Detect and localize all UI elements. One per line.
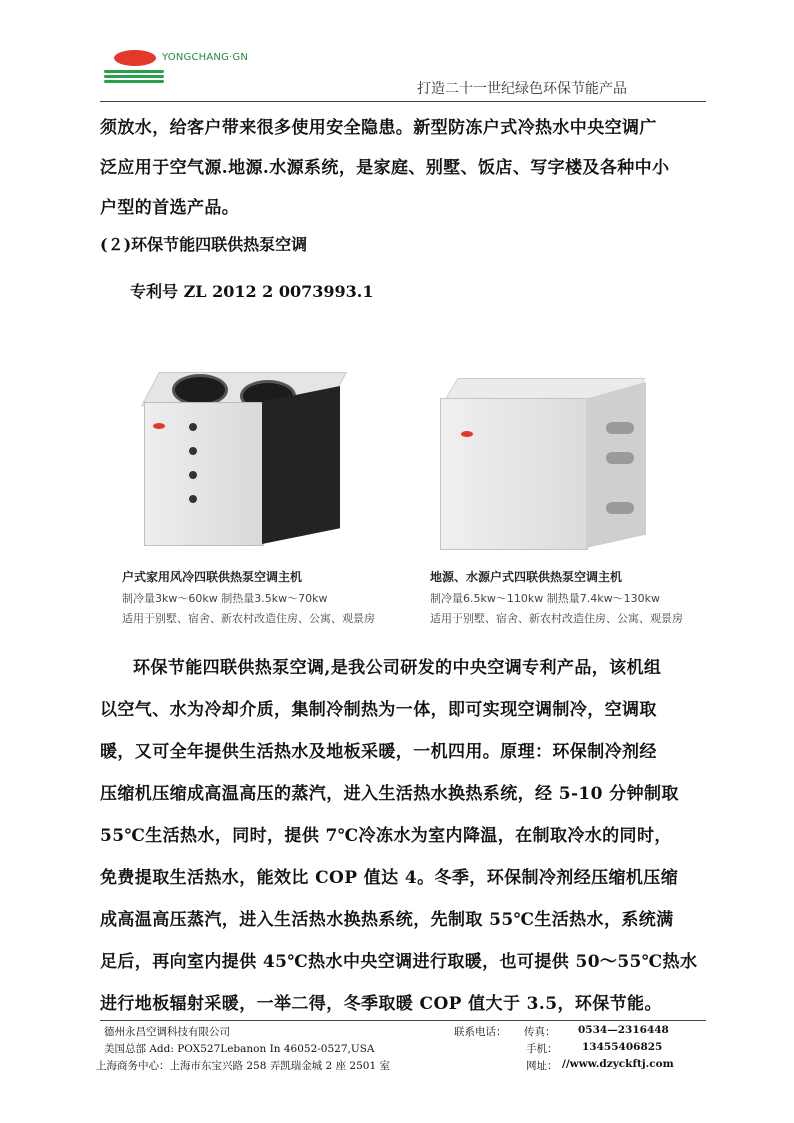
- unit-side-grille: [262, 386, 340, 544]
- pipe-icon: [606, 452, 634, 464]
- footer-company: 德州永昌空调科技有限公司: [104, 1026, 230, 1038]
- unit-front-panel: [440, 398, 588, 550]
- logo-stripe: [104, 75, 164, 78]
- product-figure: [100, 350, 704, 640]
- port-icon: [189, 447, 197, 455]
- section-heading: (２)环保节能四联供热泵空调: [100, 235, 308, 254]
- body-line: 暖，又可全年提供生活热水及地板采暖，一机四用。原理：环保制冷剂经: [100, 742, 657, 762]
- port-icon: [189, 423, 197, 431]
- footer-us-hq: 美国总部 Add: POX527Lebanon In 46052-0527,USA: [104, 1043, 375, 1055]
- company-logo: [104, 50, 274, 90]
- header-divider: [100, 101, 706, 102]
- body-line: 足后，再向室内提供 45℃热水中央空调进行取暖，也可提供 50～55℃热水: [100, 952, 698, 972]
- port-icon: [189, 495, 197, 503]
- logo-stripe: [104, 80, 164, 83]
- brand-badge-icon: [461, 431, 473, 437]
- body-line: 进行地板辐射采暖，一举二得，冬季取暖 COP 值大于 3.5，环保节能。: [100, 994, 662, 1014]
- port-icon: [189, 471, 197, 479]
- unit-front-panel: [144, 402, 264, 546]
- air-cooled-unit-image: [144, 372, 344, 552]
- header-tagline: 打造二十一世纪绿色环保节能产品: [417, 81, 627, 97]
- footer-web[interactable]: //www.dzyckftj.com: [562, 1058, 674, 1070]
- footer-divider: [100, 1020, 706, 1021]
- product-usage: 适用于别墅、宿舍、新农村改造住房、公寓、观景房: [430, 612, 683, 625]
- intro-line: 须放水，给客户带来很多使用安全隐患。新型防冻户式冷热水中央空调广: [100, 118, 657, 138]
- product-usage: 适用于别墅、宿舍、新农村改造住房、公寓、观景房: [122, 612, 375, 625]
- product-spec: 制冷量6.5kw～110kw 制热量7.4kw～130kw: [430, 592, 660, 605]
- product-spec: 制冷量3kw～60kw 制热量3.5kw～70kw: [122, 592, 328, 605]
- body-line: 以空气、水为冷却介质，集制冷制热为一体，即可实现空调制冷，空调取: [100, 700, 657, 720]
- footer-fax: 0534—2316448: [578, 1024, 669, 1036]
- logo-stripe: [104, 70, 164, 73]
- unit-side-panel: [586, 382, 646, 548]
- product-title: 地源、水源户式四联供热泵空调主机: [430, 570, 623, 584]
- footer-mobile-label: 手机：: [526, 1043, 558, 1055]
- footer-mobile: 13455406825: [582, 1041, 663, 1053]
- body-line: 环保节能四联供热泵空调,是我公司研发的中央空调专利产品，该机组: [133, 658, 662, 678]
- body-line: 压缩机压缩成高温高压的蒸汽，进入生活热水换热系统，经 5-10 分钟制取: [100, 784, 679, 804]
- pipe-icon: [606, 422, 634, 434]
- patent-number: 专利号 ZL 2012 2 0073993.1: [130, 282, 374, 301]
- body-line: 55℃生活热水，同时，提供 7℃冷冻水为室内降温，在制取冷水的同时，: [100, 826, 672, 846]
- intro-line: 户型的首选产品。: [100, 198, 240, 218]
- intro-line: 泛应用于空气源.地源.水源系统，是家庭、别墅、饭店、写字楼及各种中小: [100, 158, 670, 178]
- logo-brand-text: YONGCHANG·GN: [162, 52, 249, 63]
- footer-shanghai: 上海商务中心：上海市东宝兴路 258 弄凯瑞金城 2 座 2501 室: [96, 1060, 390, 1072]
- footer-contact-label: 联系电话：: [454, 1026, 507, 1038]
- footer-web-label: 网址：: [526, 1060, 558, 1072]
- pipe-icon: [606, 502, 634, 514]
- logo-red-oval: [114, 50, 156, 66]
- product-title: 户式家用风冷四联供热泵空调主机: [122, 570, 303, 584]
- body-line: 免费提取生活热水，能效比 COP 值达 4。冬季，环保制冷剂经压缩机压缩: [100, 868, 679, 888]
- brand-badge-icon: [153, 423, 165, 429]
- footer-fax-label: 传真：: [524, 1026, 556, 1038]
- body-line: 成高温高压蒸汽，进入生活热水换热系统，先制取 55℃生活热水，系统满: [100, 910, 674, 930]
- ground-source-unit-image: [440, 378, 650, 558]
